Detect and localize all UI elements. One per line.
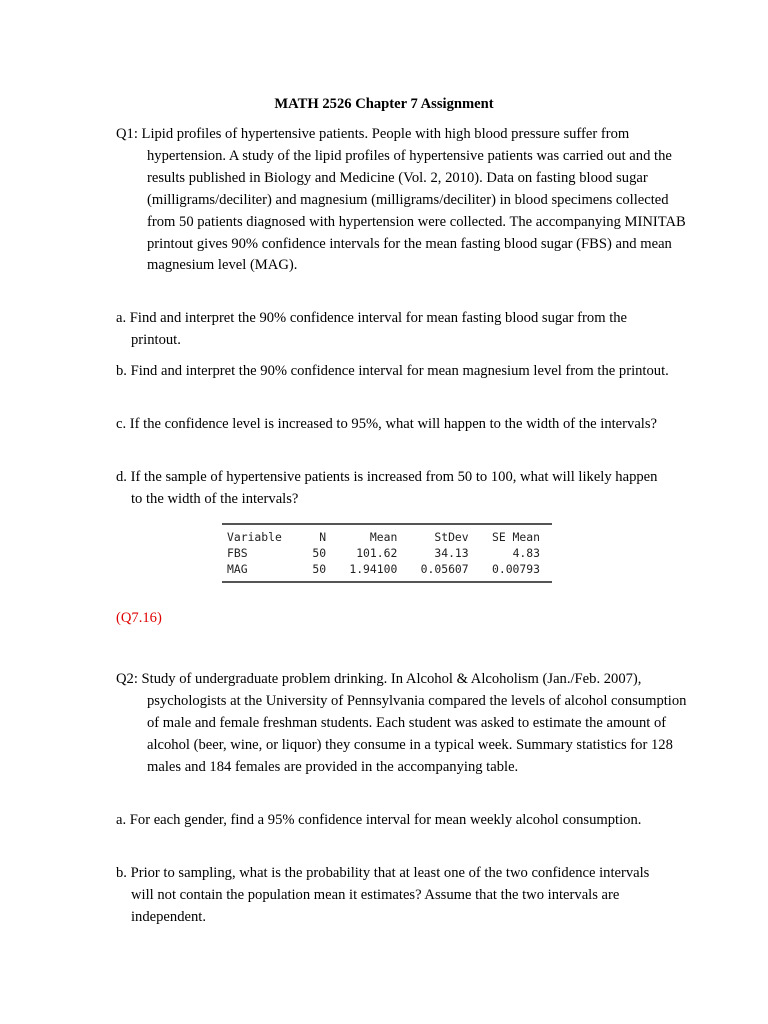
header-variable: Variable (227, 530, 282, 544)
header-se-mean: SE Mean (491, 530, 540, 544)
q2-intro: Q2: Study of undergraduate problem drinking. In Alcohol & Alcoholism (Jan./Feb. 2007), psychologists at the University of Pennsylvania compared the levels of alcohol consumption of male and female freshman students. Each student was asked to estimate the amount of alcohol (beer, wine, or liquor) they consume in a typical week. Summary statistics for 128 males and 184 females are provided in the accompanying table. (116, 671, 687, 775)
header-n: N (319, 530, 327, 544)
cell-se-mean: 4.83 (512, 546, 540, 560)
q1-part-d: d. If the sample of hypertensive patients is increased from 50 to 100, what will likely happen to the width of the intervals? (116, 469, 658, 507)
q1-intro: Q1: Lipid profiles of hypertensive patients. People with high blood pressure suffer from hypertension. A study of the lipid profiles of hypertensive patients was carried out and the results published in Biology and Medicine (Vol. 2, 2010). Data on fasting blood sugar (milligrams/deciliter) and magnesium (milligrams/deciliter) in blood specimens collected from 50 patients diagnosed with hypertension were collected. The accompanying MINITAB printout gives 90% confidence intervals for the mean fasting blood sugar (FBS) and mean magnesium level (MAG). (116, 126, 686, 274)
cell-se-mean: 0.00793 (491, 562, 540, 576)
q1-part-c: c. If the confidence level is increased to 95%, what will happen to the width of the intervals? (116, 416, 658, 432)
q1-part-b: b. Find and interpret the 90% confidence interval for mean magnesium level from the printout. (116, 363, 669, 379)
q2-part-a: a. For each gender, find a 95% confidence interval for mean weekly alcohol consumption. (116, 812, 642, 828)
cell-n: 50 (312, 546, 327, 560)
table-header-row (222, 524, 552, 545)
cell-stdev: 0.05607 (420, 562, 469, 576)
minitab-table (222, 523, 552, 583)
cell-stdev: 34.13 (434, 546, 469, 560)
table-row (222, 545, 552, 561)
header-mean: Mean (369, 530, 398, 544)
table-row (222, 561, 552, 582)
q1-reference: (Q7.16) (116, 610, 162, 626)
q1-part-a: a. Find and interpret the 90% confidence interval for mean fasting blood sugar from the printout. (116, 310, 628, 348)
header-stdev: StDev (434, 530, 469, 544)
page-title: MATH 2526 Chapter 7 Assignment (274, 96, 494, 112)
cell-mean: 1.94100 (349, 562, 398, 576)
q2-part-b: b. Prior to sampling, what is the probability that at least one of the two confidence intervals will not contain the population mean it estimates? Assume that the two intervals are independent. (116, 865, 650, 925)
cell-mean: 101.62 (356, 546, 398, 560)
cell-n: 50 (312, 562, 327, 576)
cell-variable: MAG (227, 562, 248, 576)
cell-variable: FBS (227, 546, 248, 560)
